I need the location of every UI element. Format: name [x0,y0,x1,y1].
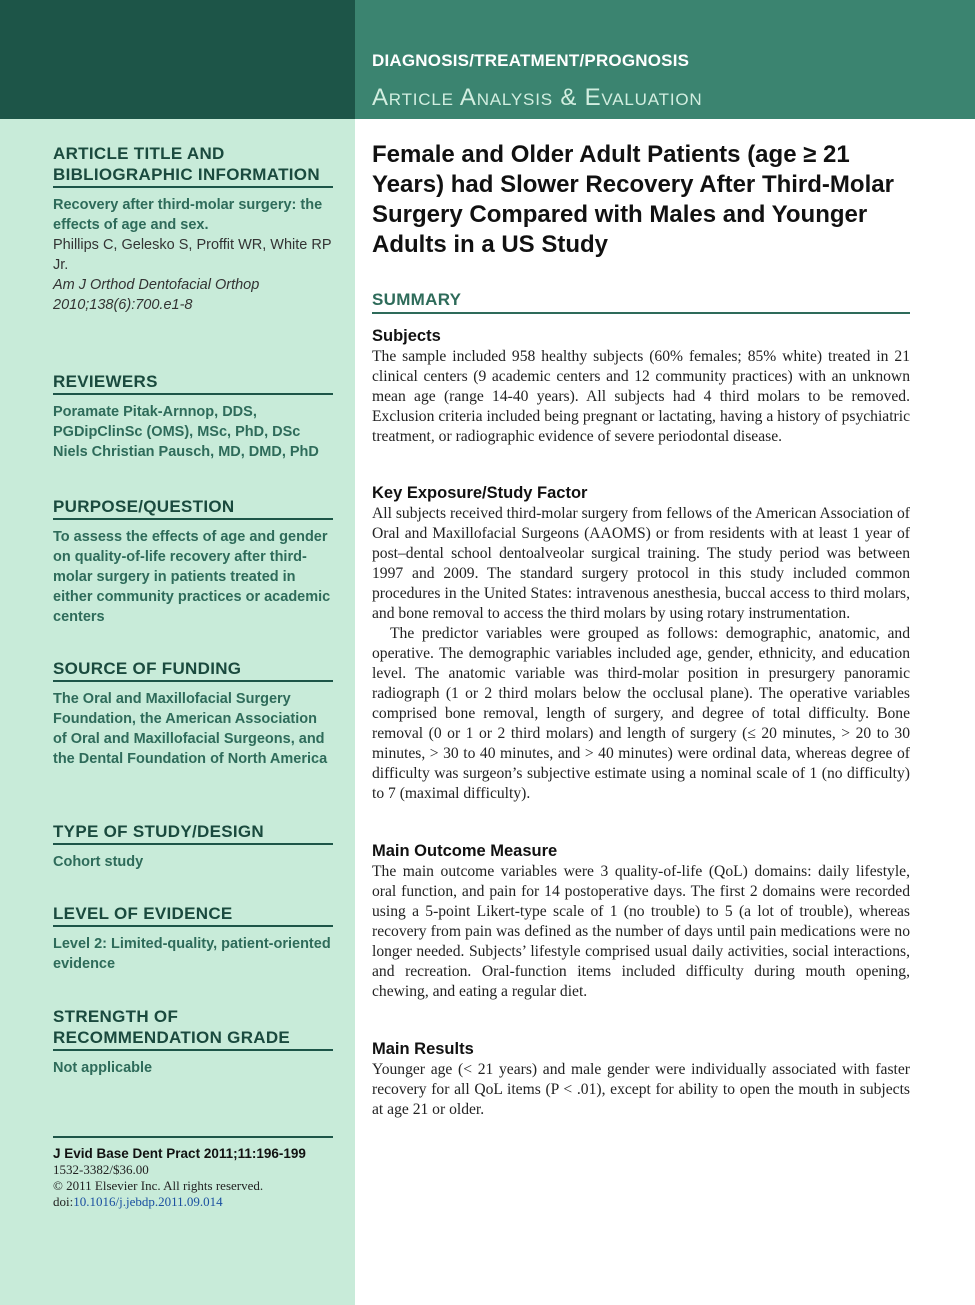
citation-doi-label: doi: [53,1194,74,1209]
subjects-heading: Subjects [372,327,441,345]
funding-heading: SOURCE OF FUNDING [53,658,333,682]
citation-block [53,1136,333,1210]
citation-issn: 1532-3382/$36.00 [53,1162,149,1177]
reviewers-heading: REVIEWERS [53,371,333,395]
purpose-text: To assess the effects of age and gender on quality-of-life recovery after third-molar surgery in patients treated in either community practices or academic centers [53,529,331,625]
sidebar-evidence [53,903,333,974]
section-exposure [372,482,910,804]
funding-text: The Oral and Maxillofacial Surgery Foundation, the American Association of Oral and Maxillofacial Surgeons, and the Dental Foundation of North America [53,691,328,767]
sidebar-article-info [53,143,333,315]
exposure-paragraph: The predictor variables were grouped as follows: demographic, anatomic, and operative. The demographic variables included age, gender, ethnicity, and education level. The anatomic variable was third-molar position in presurgery panoramic radiograph (1 or 2 third molars below the occlusal plane). The operative variables comprised bone removal, length of surgery, and degree of total difficulty. Bone removal (0 or 1 or 2 third molars) and length of surgery (≤ 20 minutes, > 20 to 30 minutes, > 30 to 40 minutes, and > 40 minutes) were ordinal data, whereas degree of difficulty was surgeon’s subjective estimate using a nominal scale of 1 (no difficulty) to 7 (maximal difficulty). [372,625,910,802]
outcome-paragraph: The main outcome variables were 3 quality-of-life (QoL) domains: daily lifestyle, oral function, and pain for 14 postoperative days. The first 2 domains were recorded using a 5-point Likert-type scale of 1 (no trouble) to 5 (a lot of trouble), whereas recovery from pain was defined as the number of days until pain medications were no longer needed. Subjects’ lifestyle comprised usual daily activities, social interactions, and recreation. Oral-function items included difficulty during mouth opening, chewing, and eating a regular diet. [372,863,910,1000]
subjects-paragraph: The sample included 958 healthy subjects (60% females; 85% white) treated in 21 clinical centers (9 academic centers and 12 community practices) with an unknown mean age (range 14-40 years). All subjects had 4 third molars to be removed. Exclusion criteria included being pregnant or lactating, having a history of psychiatric treatment, or radiographic evidence of severe periodontal disease. [372,348,910,445]
evidence-heading: LEVEL OF EVIDENCE [53,903,333,927]
article-info-title: Recovery after third-molar surgery: the effects of age and sex. [53,197,323,233]
section-outcome [372,840,910,1002]
purpose-heading: PURPOSE/QUESTION [53,496,333,520]
citation-doi-link[interactable]: 10.1016/j.jebdp.2011.09.014 [73,1194,223,1209]
sidebar-study-type [53,821,333,872]
article-info-heading: ARTICLE TITLE AND BIBLIOGRAPHIC INFORMATION [53,143,333,188]
citation-journal: J Evid Base Dent Pract 2011;11:196-199 [53,1146,306,1161]
sidebar-purpose [53,496,333,627]
citation-copyright: © 2011 Elsevier Inc. All rights reserved. [53,1178,264,1193]
sidebar-strength [53,1006,333,1078]
summary-heading: SUMMARY [372,290,910,314]
sidebar-funding [53,658,333,769]
study-type-heading: TYPE OF STUDY/DESIGN [53,821,333,845]
article-info-journal: Am J Orthod Dentofacial Orthop 2010;138(6):700.e1-8 [53,277,260,313]
article-title: Female and Older Adult Patients (age ≥ 21 Years) had Slower Recovery After Third-Molar Surgery Compared with Males and Younger Adults in a US Study [372,141,894,258]
evidence-text: Level 2: Limited-quality, patient-oriented evidence [53,936,331,972]
exposure-paragraph: All subjects received third-molar surgery from fellows of the American Association of Oral and Maxillofacial Surgeons (AAOMS) or from residents with at least 1 year of post–dental school dentoalveolar surgical training. The study period was between 1997 and 2009. The standard surgery protocol in this study included common procedures in the United States: intravenous anesthesia, buccal access to third molars, and bone removal to access the third molars by using rotary instrumentation. [372,505,910,622]
exposure-heading: Key Exposure/Study Factor [372,484,588,502]
reviewer-name: Poramate Pitak-Arnnop, DDS, PGDipClinSc (OMS), MSc, PhD, DSc [53,404,301,440]
results-paragraph: Younger age (< 21 years) and male gender were individually associated with faster recovery for all QoL items (P < .01), except for ability to open the mouth in subjects at age 21 or older. [372,1061,910,1118]
strength-heading: STRENGTH OF RECOMMENDATION GRADE [53,1006,333,1051]
study-type-text: Cohort study [53,854,144,870]
results-heading: Main Results [372,1040,474,1058]
main-content [372,140,910,1120]
section-subjects [372,325,910,447]
article-info-authors: Phillips C, Gelesko S, Proffit WR, White RP Jr. [53,237,332,273]
outcome-heading: Main Outcome Measure [372,842,558,860]
header-category: DIAGNOSIS/TREATMENT/PROGNOSIS [372,51,690,70]
reviewer-name: Niels Christian Pausch, MD, DMD, PhD [53,444,319,460]
header-left-band [0,0,355,119]
strength-text: Not applicable [53,1060,153,1076]
sidebar-reviewers [53,371,333,462]
header-section-title: Article Analysis & Evaluation [372,84,703,111]
section-results [372,1038,910,1120]
